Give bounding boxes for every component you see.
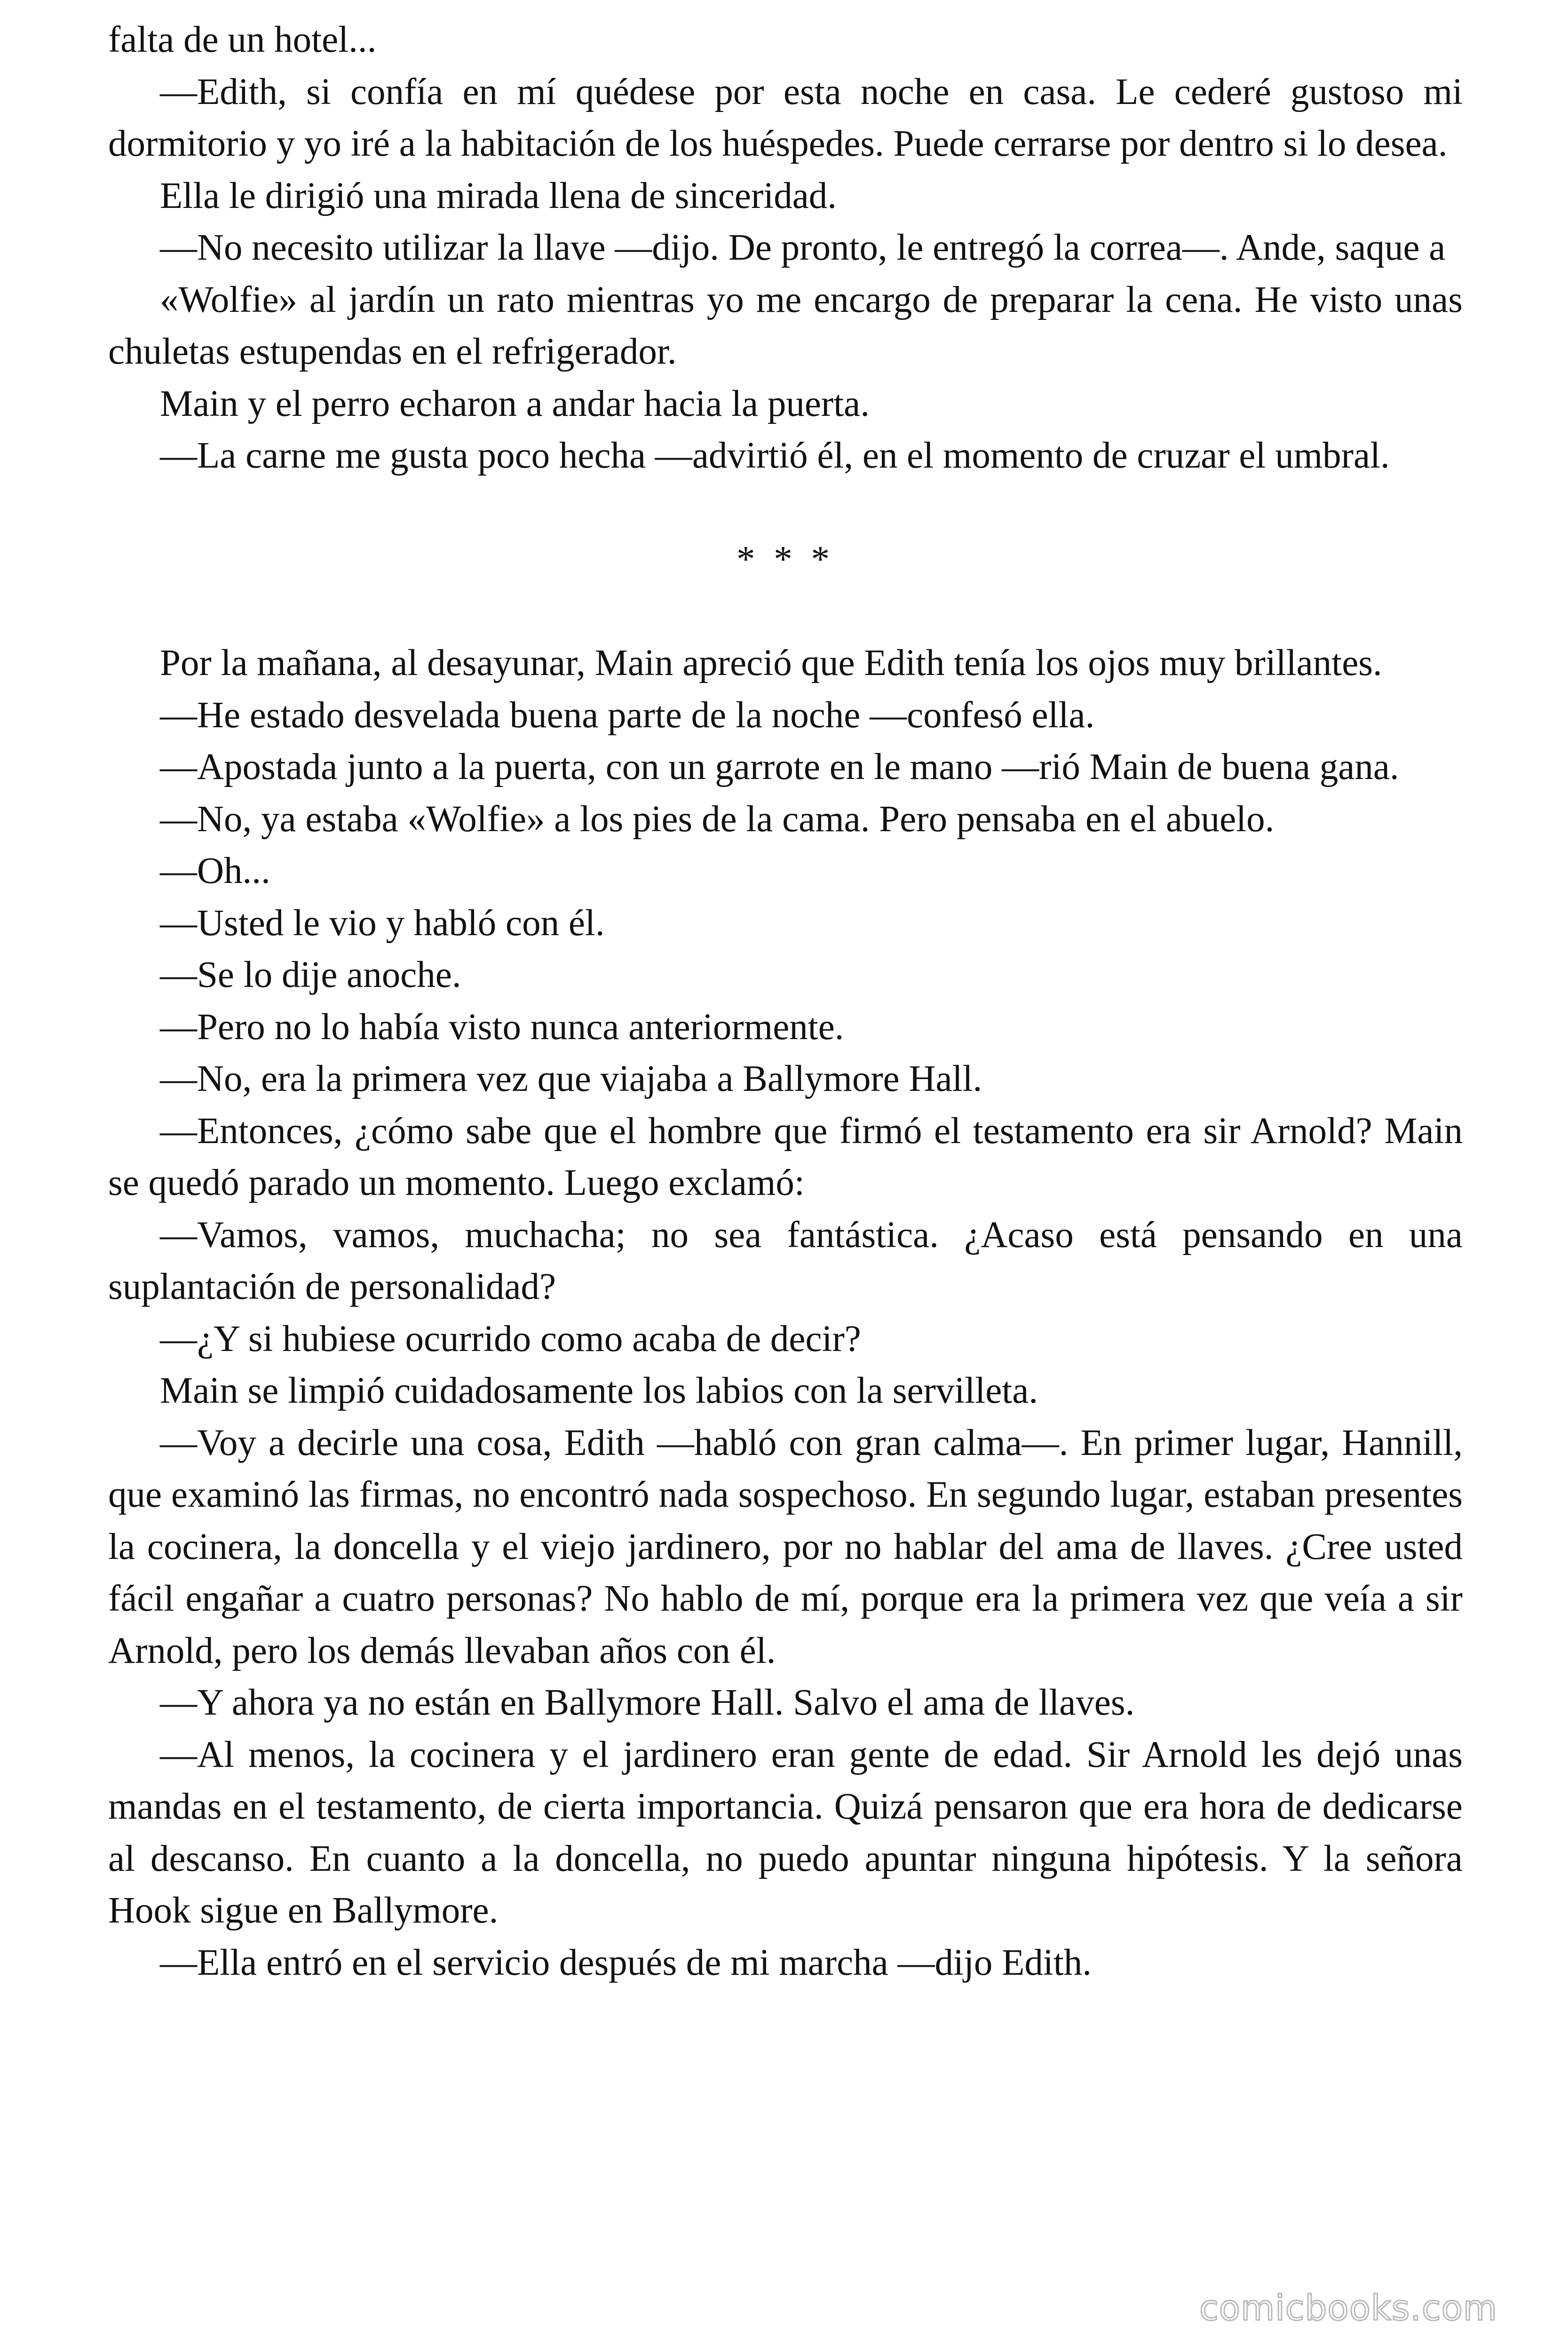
paragraph: —No necesito utilizar la llave —dijo. De pronto, le entregó la correa—. Ande, saque a	[160, 227, 1446, 268]
document-page	[108, 14, 1463, 1989]
paragraph: —La carne me gusta poco hecha —advirtió él, en el momento de cruzar el umbral.	[160, 435, 1390, 476]
paragraph: —Al menos, la cocinera y el jardinero eran gente de edad. Sir Arnold les dejó unas mandas en el testamento, de cierta importancia. Quizá pensaron que era hora de dedicarse al descanso. En cuanto a la doncella, no puedo apuntar ninguna hipótesis. Y la señora Hook sigue en Ballymore.	[108, 1734, 1463, 1931]
text-section-after	[108, 637, 1463, 1989]
paragraph: —¿Y si hubiese ocurrido como acaba de decir?	[160, 1318, 861, 1359]
paragraph: —Oh...	[160, 850, 270, 891]
paragraph: —Usted le vio y habló con él.	[160, 902, 605, 944]
paragraph: —Entonces, ¿cómo sabe que el hombre que firmó el testamento era sir Arnold? Main se quedó parado un momento. Luego exclamó:	[108, 1110, 1463, 1203]
text-section-before	[108, 14, 1463, 482]
paragraph: Main se limpió cuidadosamente los labios con la servilleta.	[160, 1370, 1038, 1411]
watermark: comicbooks.com	[1199, 2288, 1497, 2328]
paragraph: Ella le dirigió una mirada llena de sinceridad.	[160, 175, 837, 216]
paragraph: —No, ya estaba «Wolfie» a los pies de la cama. Pero pensaba en el abuelo.	[160, 798, 1275, 840]
paragraph: —Vamos, vamos, muchacha; no sea fantástica. ¿Acaso está pensando en una suplantación de personalidad?	[108, 1214, 1463, 1307]
paragraph: —Apostada junto a la puerta, con un garrote en le mano —rió Main de buena gana.	[160, 747, 1399, 787]
paragraph: —Y ahora ya no están en Ballymore Hall. Salvo el ama de llaves.	[160, 1682, 1135, 1723]
paragraph: —Pero no lo había visto nunca anteriormente.	[160, 1006, 844, 1048]
paragraph: Por la mañana, al desayunar, Main apreció que Edith tenía los ojos muy brillantes.	[160, 643, 1382, 683]
paragraph: —Ella entró en el servicio después de mi marcha —dijo Edith.	[160, 1942, 1092, 1983]
paragraph: Main y el perro echaron a andar hacia la puerta.	[160, 383, 870, 424]
paragraph: —Se lo dije anoche.	[160, 954, 461, 995]
paragraph: —Voy a decirle una cosa, Edith —habló con gran calma—. En primer lugar, Hannill, que examinó las firmas, no encontró nada sospechoso. En segundo lugar, estaban presentes la cocinera, la doncella y el viejo jardinero, por no hablar del ama de llaves. ¿Cree usted fácil engañar a cuatro personas? No hablo de mí, porque era la primera vez que veía a sir Arnold, pero los demás llevaban años con él.	[108, 1422, 1463, 1671]
paragraph: falta de un hotel...	[108, 19, 377, 60]
paragraph: «Wolfie» al jardín un rato mientras yo me encargo de preparar la cena. He visto unas chuletas estupendas en el refrigerador.	[108, 279, 1463, 372]
section-break: * * *	[736, 539, 834, 580]
paragraph: —He estado desvelada buena parte de la noche —confesó ella.	[160, 694, 1095, 736]
paragraph: —Edith, si confía en mí quédese por esta noche en casa. Le cederé gustoso mi dormitorio y yo iré a la habitación de los huéspedes. Puede cerrarse por dentro si lo desea.	[108, 71, 1463, 164]
paragraph: —No, era la primera vez que viajaba a Ballymore Hall.	[160, 1058, 982, 1099]
